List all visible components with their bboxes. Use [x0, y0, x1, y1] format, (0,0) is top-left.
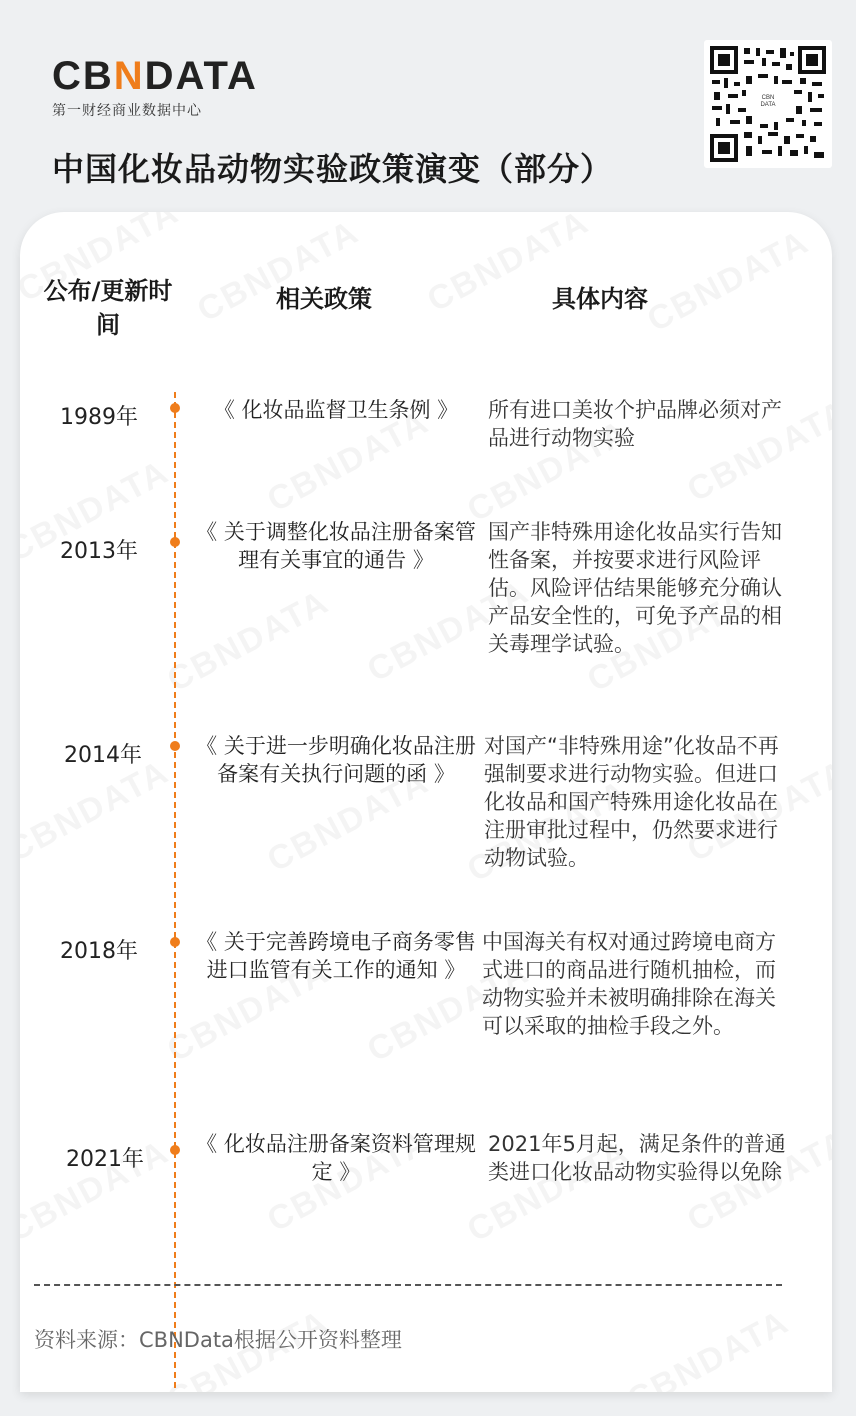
timeline-dot: [170, 741, 180, 751]
logo-wordmark: CBNDATA: [52, 54, 258, 98]
policy-2021: 《 化妆品注册备案资料管理规定 》: [196, 1132, 476, 1184]
qr-code: [704, 40, 832, 168]
content-2018: 中国海关有权对通过跨境电商方式进口的商品进行随机抽检，而动物实验并未被明确排除在海关可以采取的抽检手段之外。: [482, 930, 776, 1038]
content-2013: 国产非特殊用途化妆品实行告知性备案，并按要求进行风险评估。风险评估结果能够充分确认产品安全性的，可免予产品的相关毒理学试验。: [488, 520, 782, 656]
policy-2014: 《 关于进一步明确化妆品注册备案有关执行问题的函 》: [196, 734, 476, 786]
header-date: 公布/更新时间: [43, 277, 173, 339]
policy-1989: 《 化妆品监督卫生条例 》: [213, 398, 459, 422]
watermark: [161, 583, 336, 701]
policy-2018: 《 关于完善跨境电子商务零售进口监管有关工作的通知 》: [196, 930, 476, 982]
year-2014: 2014年: [64, 743, 142, 768]
timeline-dot: [170, 1145, 180, 1155]
timeline-dot: [170, 537, 180, 547]
timeline-dot: [170, 403, 180, 413]
page-title: 中国化妆品动物实验政策演变（部分）: [52, 150, 614, 188]
year-2013: 2013年: [60, 539, 138, 564]
logo-subtitle: 第一财经商业数据中心: [52, 103, 202, 119]
cbndata-logo: [52, 56, 258, 120]
source-note: 资料来源：CBNData根据公开资料整理: [34, 1328, 402, 1352]
header-policy: 相关政策: [276, 285, 372, 313]
content-2014: 对国产“非特殊用途”化妆品不再强制要求进行动物实验。但进口化妆品和国产特殊用途化妆品在注册审批过程中，仍然要求进行动物试验。: [484, 734, 779, 870]
content-1989: 所有进口美妆个护品牌必须对产品进行动物实验: [488, 398, 782, 450]
watermark: [20, 753, 176, 871]
watermark: [621, 1303, 796, 1392]
year-2018: 2018年: [60, 939, 138, 964]
timeline-card: [20, 212, 832, 1392]
year-1989: 1989年: [60, 405, 138, 430]
timeline-dot: [170, 937, 180, 947]
qr-center-label: CBN DATA: [755, 95, 781, 115]
content-2021: 2021年5月起，满足条件的普通类进口化妆品动物实验得以免除: [488, 1132, 786, 1184]
header-content: 具体内容: [552, 285, 648, 313]
footer-divider: [34, 1284, 782, 1286]
year-2021: 2021年: [66, 1147, 144, 1172]
policy-2013: 《 关于调整化妆品注册备案管理有关事宜的通告 》: [196, 520, 476, 572]
